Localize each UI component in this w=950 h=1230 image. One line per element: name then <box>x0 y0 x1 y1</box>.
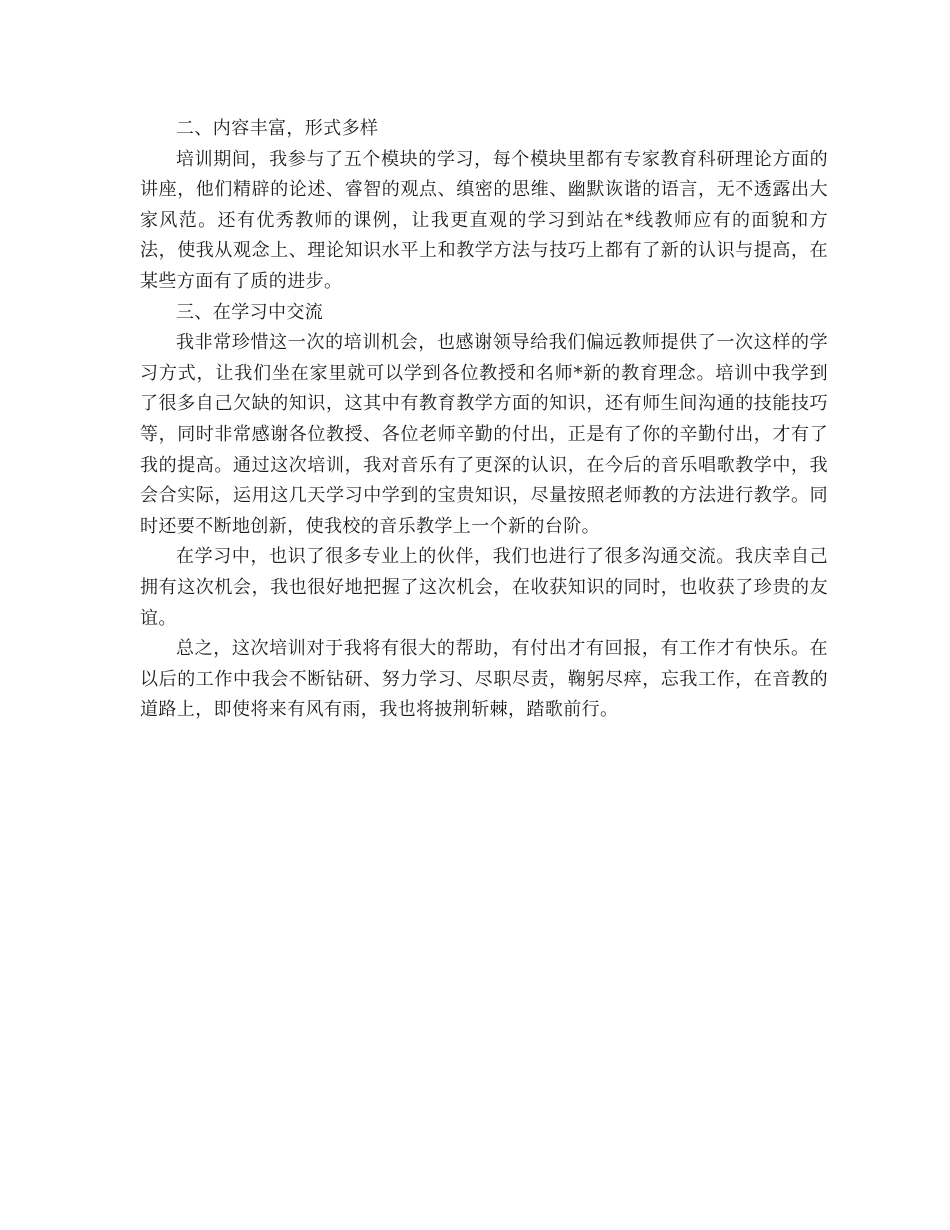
body-paragraph: 培训期间，我参与了五个模块的学习，每个模块里都有专家教育科研理论方面的讲座，他们精辟的论述、睿智的观点、缜密的思维、幽默诙谐的语言，无不透露出大家风范。还有优秀教师的课例，让我更直观的学习到站在*线教师应有的面貌和方法，使我从观念上、理论知识水平上和教学方法与技巧上都有了新的认识与提高，在某些方面有了质的进步。 <box>140 148 828 292</box>
body-paragraph: 在学习中，也识了很多专业上的伙伴，我们也进行了很多沟通交流。我庆幸自己拥有这次机会，我也很好地把握了这次机会，在收获知识的同时，也收获了珍贵的友谊。 <box>140 546 828 629</box>
body-paragraph: 我非常珍惜这一次的培训机会，也感谢领导给我们偏远教师提供了一次这样的学习方式，让我们坐在家里就可以学到各位教授和名师*新的教育理念。培训中我学到了很多自己欠缺的知识，这其中有教育教学方面的知识，还有师生间沟通的技能技巧等，同时非常感谢各位教授、各位老师辛勤的付出，正是有了你的辛勤付出，才有了我的提高。通过这次培训，我对音乐有了更深的认识，在今后的音乐唱歌教学中，我会合实际，运用这几天学习中学到的宝贵知识，尽量按照老师教的方法进行教学。同时还要不断地创新，使我校的音乐教学上一个新的台阶。 <box>140 332 828 537</box>
document-body <box>140 114 828 726</box>
body-paragraph: 总之，这次培训对于我将有很大的帮助，有付出才有回报，有工作才有快乐。在以后的工作中我会不断钻研、努力学习、尽职尽责，鞠躬尽瘁，忘我工作，在音教的道路上，即使将来有风有雨，我也将披荆斩棘，踏歌前行。 <box>140 638 828 721</box>
section-heading: 二、内容丰富，形式多样 <box>176 118 379 139</box>
section-heading: 三、在学习中交流 <box>176 301 324 323</box>
